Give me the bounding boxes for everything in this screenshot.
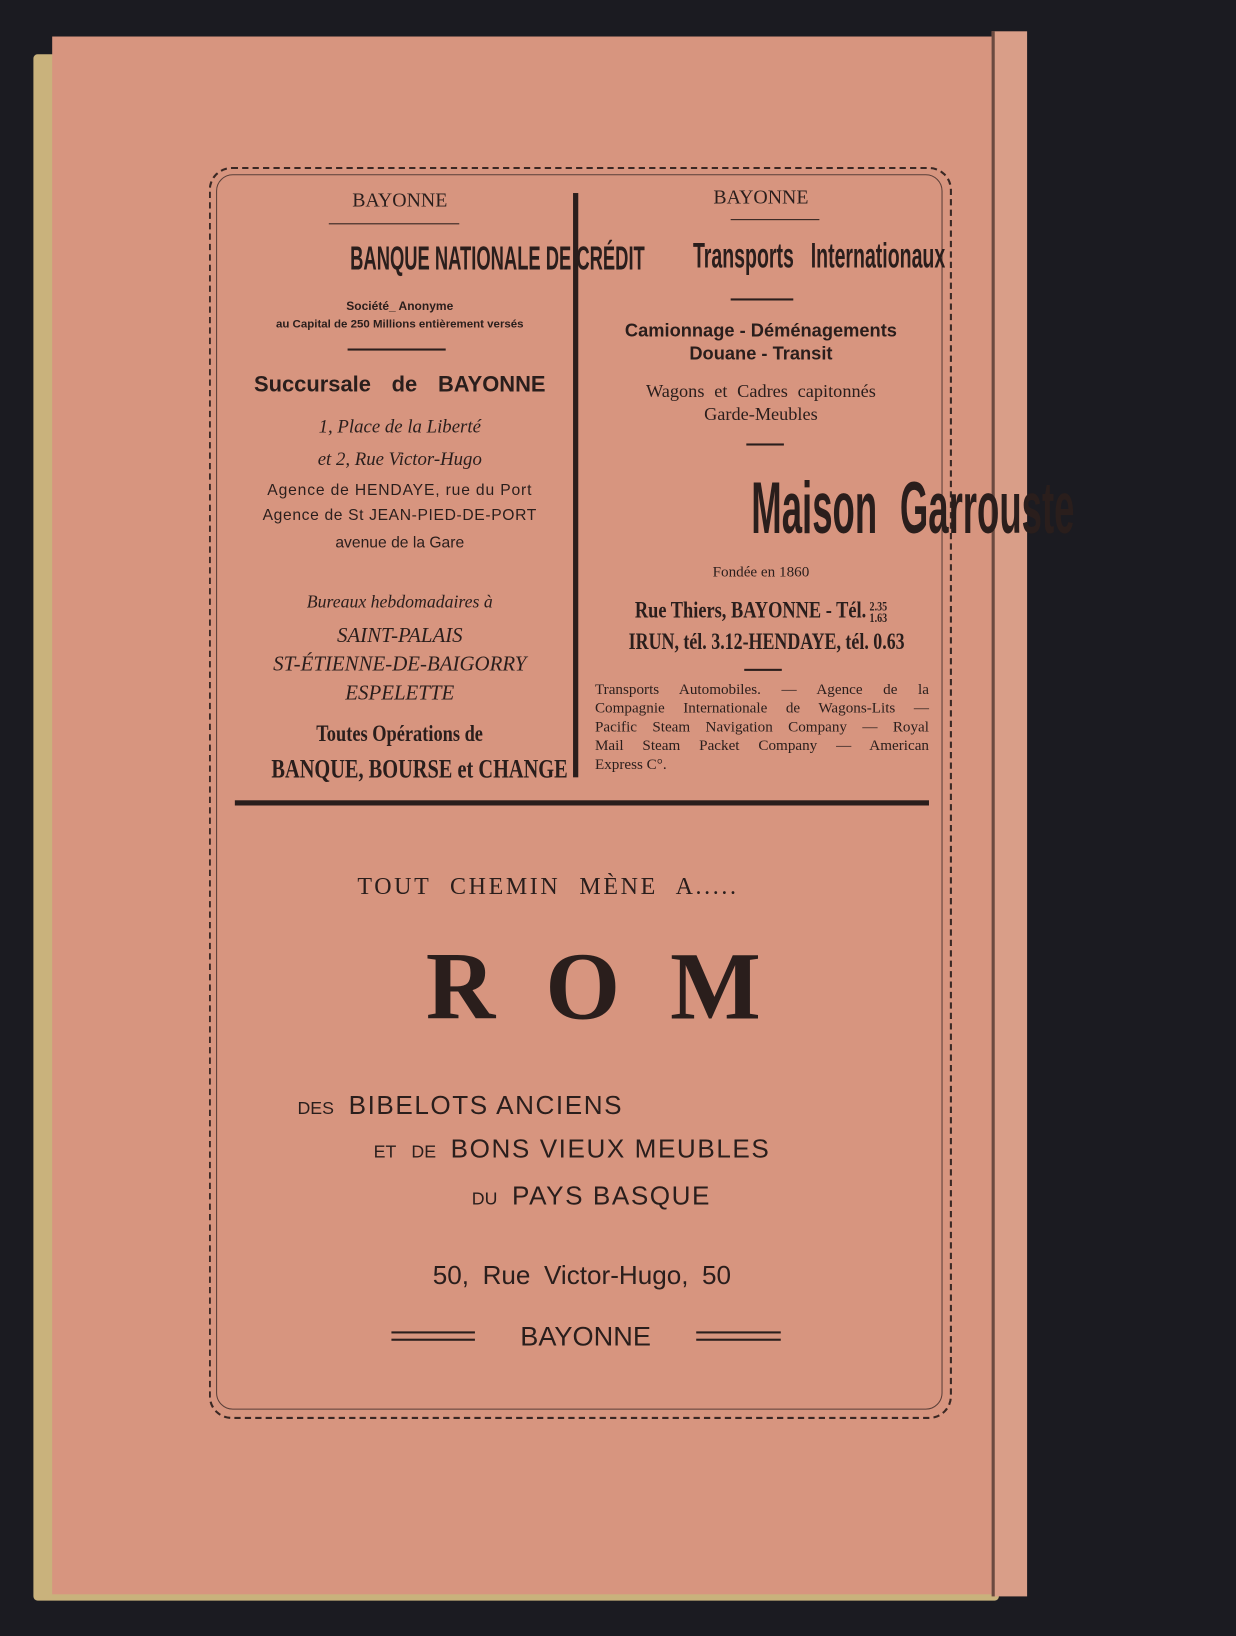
- phone-1: 2.35: [869, 598, 888, 614]
- operations-label: Toutes Opérations de: [316, 719, 484, 747]
- double-rule: [696, 1331, 781, 1333]
- services-2: Douane - Transit: [689, 342, 833, 364]
- facing-page-edge: [992, 31, 1027, 1596]
- rule: [746, 443, 784, 445]
- description-line-1: [297, 1091, 623, 1121]
- rule: [731, 219, 820, 220]
- small-caps-word: DU: [471, 1188, 498, 1209]
- large-caps-text: PAYS BASQUE: [512, 1181, 712, 1211]
- bank-name: BANQUE NATIONALE DE CRÉDIT: [350, 239, 645, 278]
- operations: BANQUE, BOURSE et CHANGE: [271, 755, 568, 784]
- paragraph-line: Express C°.: [594, 756, 667, 774]
- paragraph-line: Pacific Steam Navigation Company — Royal: [594, 718, 929, 736]
- weekly-office: ST-ÉTIENNE-DE-BAIGORRY: [273, 652, 527, 676]
- rom-city: BAYONNE: [520, 1320, 651, 1352]
- services-3: Wagons et Cadres capitonnés: [646, 380, 876, 402]
- paragraph-line: Compagnie Internationale de Wagons-Lits —: [594, 700, 929, 717]
- column-divider: [573, 193, 578, 777]
- small-caps-word: ET DE: [373, 1142, 437, 1162]
- double-rule: [391, 1339, 475, 1341]
- capital: au Capital de 250 Millions entièrement versés: [275, 318, 524, 331]
- large-caps-text: BIBELOTS ANCIENS: [348, 1090, 624, 1121]
- company-type: Société_ Anonyme: [346, 300, 454, 314]
- rom-address: 50, Rue Victor-Hugo, 50: [432, 1260, 732, 1291]
- weekly-office: ESPELETTE: [345, 681, 455, 705]
- small-caps-word: DES: [297, 1098, 334, 1119]
- section-divider: [235, 800, 929, 805]
- shop-name: ROM: [425, 932, 811, 1040]
- services-4: Garde-Meubles: [704, 403, 818, 425]
- address-1: 1, Place de la Liberté: [318, 415, 481, 437]
- phone-numbers: [869, 598, 888, 625]
- agencies-paragraph: [595, 680, 929, 774]
- tagline: TOUT CHEMIN MÈNE A.....: [357, 873, 739, 900]
- large-caps-text: BONS VIEUX MEUBLES: [450, 1134, 771, 1164]
- phone-2: 1.63: [869, 610, 888, 625]
- branch: Succursale de BAYONNE: [253, 372, 546, 397]
- rule: [731, 298, 794, 300]
- weekly-offices-label: Bureaux hebdomadaires à: [306, 591, 493, 612]
- double-rule: [696, 1339, 781, 1341]
- rule: [329, 223, 459, 224]
- shop-address: Rue Thiers, BAYONNE - Tél.: [634, 596, 867, 623]
- description-line-2: [374, 1135, 771, 1165]
- double-rule: [391, 1331, 475, 1333]
- paragraph-line: Mail Steam Packet Company — American: [594, 737, 929, 755]
- address-2: et 2, Rue Victor-Hugo: [317, 448, 482, 470]
- right-city: BAYONNE: [713, 186, 809, 209]
- agency-2: Agence de St JEAN-PIED-DE-PORT: [262, 506, 537, 525]
- services-1: Camionnage - Déménagements: [624, 319, 897, 341]
- description-line-3: [472, 1182, 711, 1212]
- company-name: Maison Garrouste: [751, 467, 1075, 549]
- rule: [348, 348, 446, 350]
- transport-title: Transports Internationaux: [692, 236, 946, 276]
- weekly-office: SAINT-PALAIS: [336, 624, 463, 648]
- agency-2-street: avenue de la Gare: [335, 533, 465, 552]
- paragraph-line: Transports Automobiles. — Agence de la: [594, 681, 929, 699]
- founded: Fondée en 1860: [712, 563, 810, 581]
- other-offices: IRUN, tél. 3.12-HENDAYE, tél. 0.63: [628, 628, 905, 655]
- left-city: BAYONNE: [352, 189, 448, 212]
- rule: [744, 669, 782, 671]
- agency-1: Agence de HENDAYE, rue du Port: [267, 481, 533, 500]
